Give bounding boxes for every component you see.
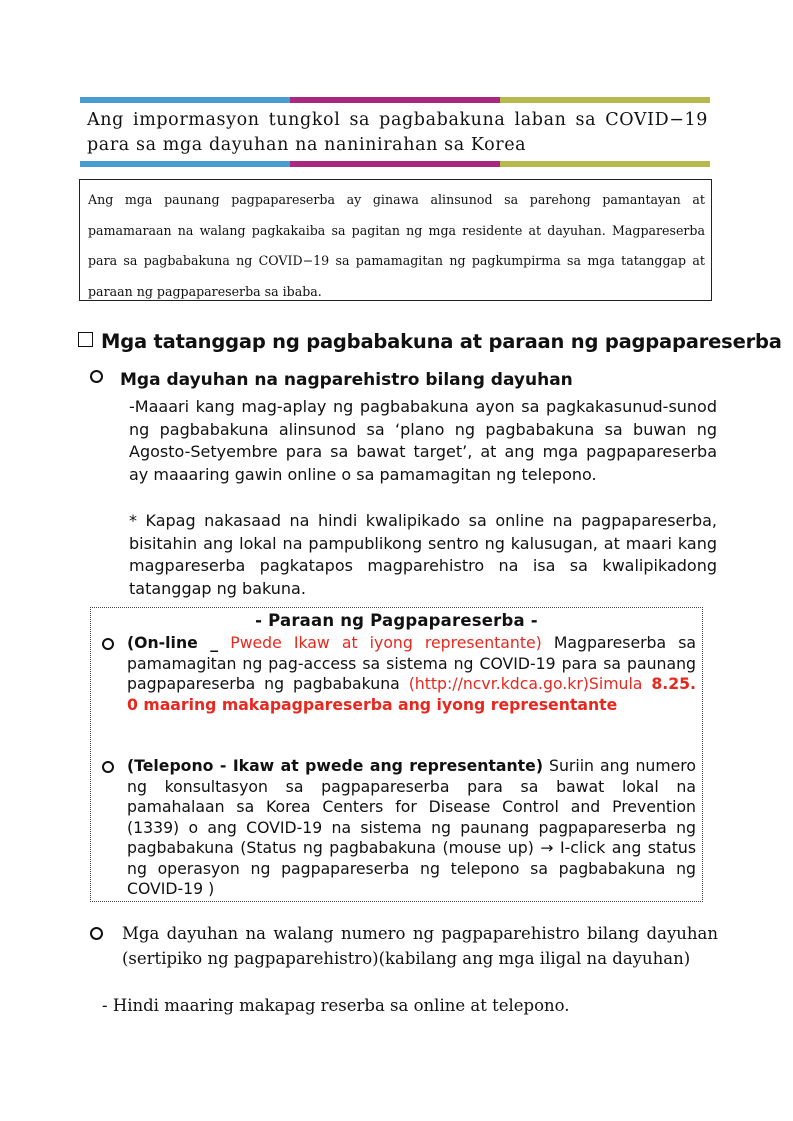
circle-bullet-icon (102, 638, 114, 650)
checkbox-square-icon (78, 332, 93, 347)
online-label: (On-line _ (127, 633, 219, 652)
registered-paragraph-1: -Maaari kang mag-aplay ng pagbabakuna ayon sa pagkakasunud-sunod ng pagbabakuna alinsunod sa ‘plano ng pagbabakuna sa buwan ng Agosto-Setyembre para sa bawat target’, at ang mga pagpapareserba ay maaaring gawin online o sa pamamagitan ng telepono. (129, 397, 717, 484)
online-date-note: 8.25. 0 maaring makapagpareserba ang iyong representante (127, 674, 697, 714)
document-title-block (80, 97, 710, 167)
title-top-stripe (80, 97, 710, 103)
online-text: Magpareserba sa pamamagitan ng pag-access sa sistema ng COVID-19 para sa paunang pagpapareserba ng pagbabakuna (127, 633, 696, 693)
unregistered-text: Mga dayuhan na walang numero ng pagpaparehistro bilang dayuhan (sertipiko ng pagpaparehistro)(kabilang ang mga iligal na dayuhan) (122, 924, 718, 968)
reservation-method-title: - Paraan ng Pagpapareserba - (255, 611, 538, 630)
circle-bullet-icon (90, 927, 103, 940)
registered-paragraph-2: * Kapag nakasaad na hindi kwalipikado sa online na pagpapareserba, bisitahin ang lokal na pampublikong sentro ng kalusugan, at maari kang magpareserba pagkatapos magparehistro na isa sa kwalipikadong tatanggap ng bakuna. (129, 511, 717, 598)
intro-box (79, 179, 712, 301)
circle-bullet-icon (102, 761, 114, 773)
title-bottom-stripe (80, 161, 710, 167)
ncvr-link[interactable]: (http://ncvr.kdca.go.kr) (408, 674, 589, 693)
circle-bullet-icon (90, 370, 103, 383)
online-who: Pwede Ikaw at iyong representante) (218, 633, 542, 652)
section-heading (78, 330, 782, 353)
document-title (80, 103, 710, 161)
unregistered-foreigners-item (90, 921, 718, 971)
online-reservation-item (127, 633, 696, 715)
simula-label: Simula (588, 674, 652, 693)
phone-text: Suriin ang numero ng konsultasyon sa pagpapareserba para sa bawat lokal na pamahalaan sa Korea Centers for Disease Control and Prevention (1339) o ang COVID-19 na sistema ng paunang pagpapareserba ng pagbabakuna (Status ng pagbabakuna (mouse up) → I-click ang status ng operasyon ng pagpapareserba ng telepono sa pagbabakuna ng COVID-19 ) (127, 756, 696, 898)
phone-label: (Telepono - Ikaw at pwede ang representante) (127, 756, 543, 775)
reservation-method-box (90, 607, 703, 902)
title-line-2: para sa mga dayuhan na naninirahan sa Korea (87, 135, 527, 155)
phone-reservation-item (127, 756, 696, 900)
section-heading-text: Mga tatanggap ng pagbabakuna at paraan ng pagpapareserba (101, 330, 782, 353)
registered-foreigners-heading (90, 370, 573, 390)
unregistered-note: - Hindi maaring makapag reserba sa online at telepono. (102, 996, 570, 1015)
intro-text: Ang mga paunang pagpapareserba ay ginawa alinsunod sa parehong pamantayan at pamamaraan na walang pagkakaiba sa pagitan ng mga residente at dayuhan. Magpareserba para sa pagbabakuna ng COVID−19 sa pamamagitan ng pagkumpirma sa mga tatanggap at paraan ng pagpapareserba sa ibaba. (88, 192, 705, 299)
registered-heading-text: Mga dayuhan na nagparehistro bilang dayuhan (120, 370, 573, 390)
title-line-1: Ang impormasyon tungkol sa pagbabakuna laban sa COVID−19 (87, 110, 708, 130)
